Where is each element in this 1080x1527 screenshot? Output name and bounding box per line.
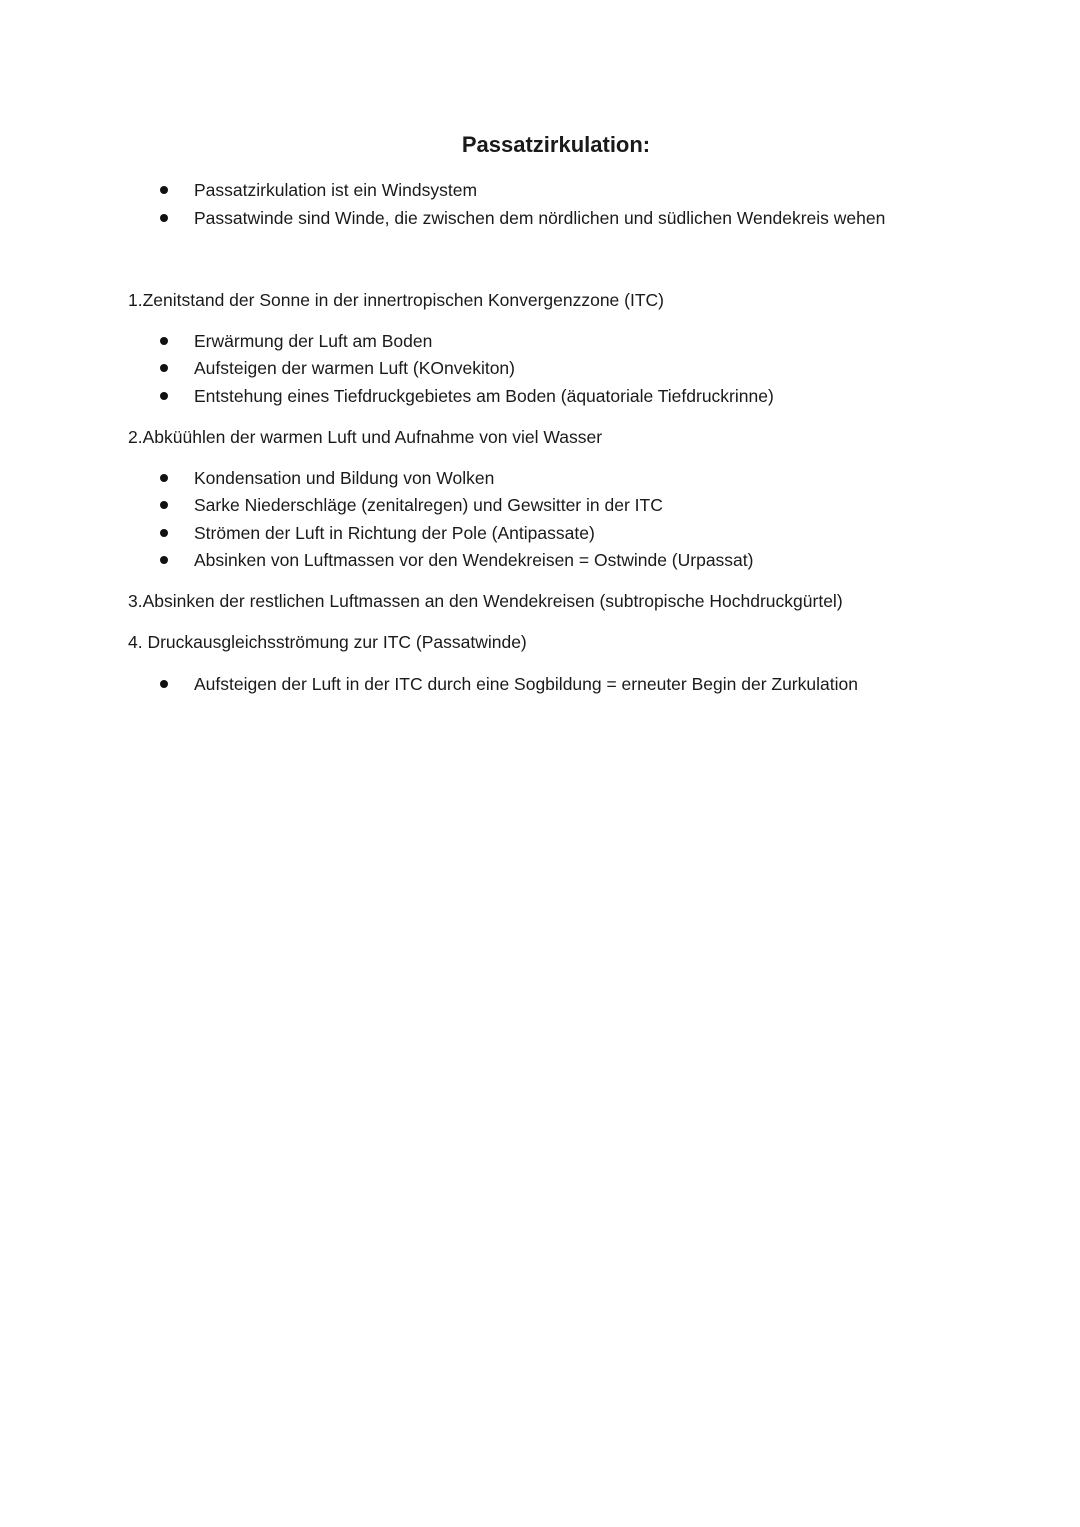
list-item xyxy=(0,493,1080,517)
section-heading: 3.Absinken der restlichen Luftmassen an den Wendekreisen (subtropische Hochdruckgürtel) xyxy=(128,591,843,611)
list-item-text: Entstehung eines Tiefdruckgebietes am Boden (äquatoriale Tiefdruckrinne) xyxy=(194,386,774,406)
list-item xyxy=(0,356,1080,380)
bullet-icon xyxy=(160,364,168,372)
list-item xyxy=(0,206,1080,230)
list-item xyxy=(0,329,1080,353)
bullet-icon xyxy=(160,337,168,345)
list-item-text: Kondensation und Bildung von Wolken xyxy=(194,468,495,488)
section-heading: 2.Abküühlen der warmen Luft und Aufnahme von viel Wasser xyxy=(128,427,603,447)
list-item-text: Sarke Niederschläge (zenitalregen) und Gewsitter in der ITC xyxy=(194,495,663,515)
list-item xyxy=(0,521,1080,545)
page-title: Passatzirkulation: xyxy=(461,132,651,157)
section-heading: 1.Zenitstand der Sonne in der innertropischen Konvergenzzone (ITC) xyxy=(128,290,664,310)
section-heading: 4. Druckausgleichsströmung zur ITC (Passatwinde) xyxy=(128,632,527,652)
list-item-text: Strömen der Luft in Richtung der Pole (Antipassate) xyxy=(194,523,595,543)
bullet-icon xyxy=(160,680,168,688)
bullet-icon xyxy=(160,556,168,564)
list-item-text: Erwärmung der Luft am Boden xyxy=(194,331,433,351)
list-item xyxy=(0,384,1080,408)
list-item-text: Absinken von Luftmassen vor den Wendekreisen = Ostwinde (Urpassat) xyxy=(194,550,754,570)
bullet-icon xyxy=(160,186,168,194)
bullet-icon xyxy=(160,474,168,482)
list-item-text: Aufsteigen der Luft in der ITC durch eine Sogbildung = erneuter Begin der Zurkulation xyxy=(194,674,858,694)
list-item xyxy=(0,548,1080,572)
list-item xyxy=(0,672,1080,696)
list-item-text: Passatwinde sind Winde, die zwischen dem nördlichen und südlichen Wendekreis wehen xyxy=(194,208,886,228)
list-item-text: Aufsteigen der warmen Luft (KOnvekiton) xyxy=(194,358,515,378)
bullet-icon xyxy=(160,392,168,400)
list-item xyxy=(0,178,1080,202)
bullet-icon xyxy=(160,501,168,509)
bullet-icon xyxy=(160,214,168,222)
list-item xyxy=(0,466,1080,490)
list-item-text: Passatzirkulation ist ein Windsystem xyxy=(194,180,478,200)
bullet-icon xyxy=(160,529,168,537)
